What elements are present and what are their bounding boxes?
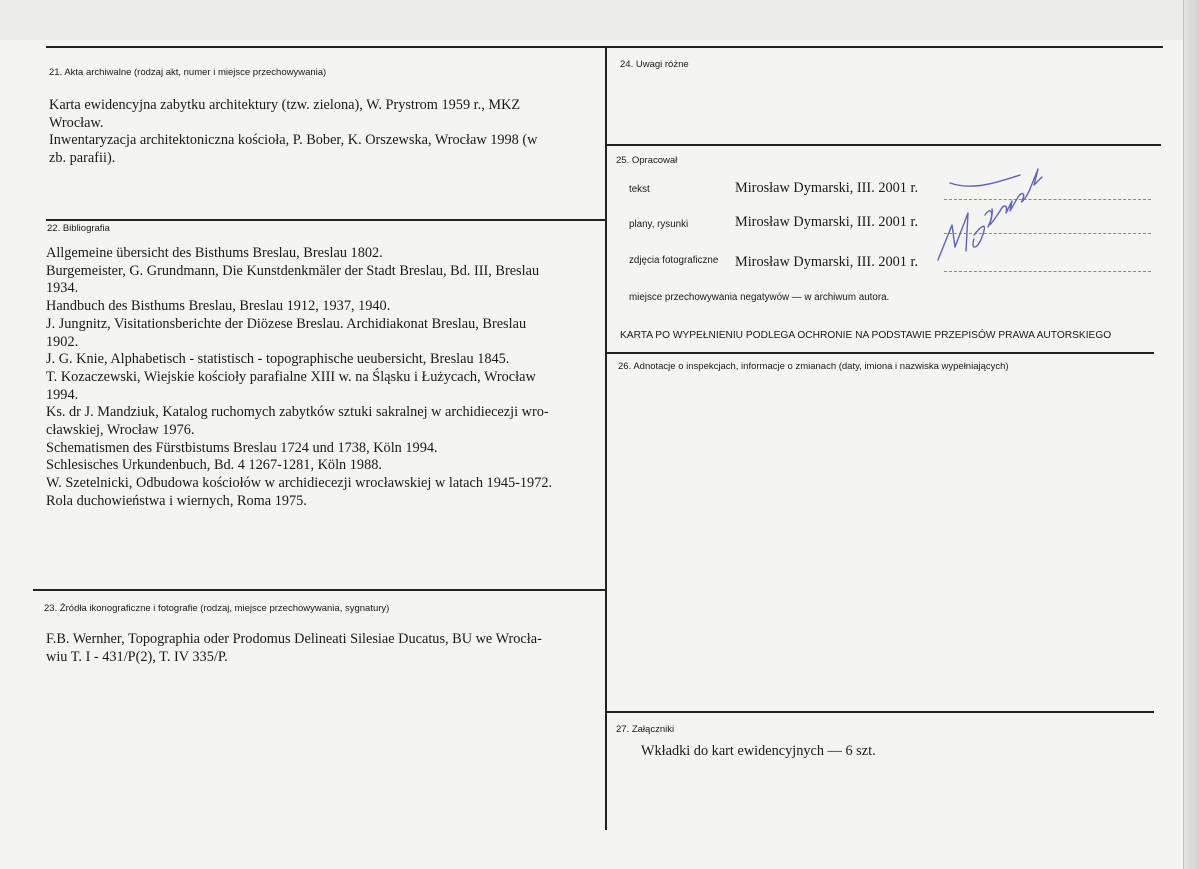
bibliography-line: Schematismen des Fürstbistums Breslau 1724 und 1738, Köln 1994. [46,439,438,456]
bibliography-line: J. Jungnitz, Visitationsberichte der Diözese Breslau. Archidiakonat Breslau, Breslau [46,315,527,332]
bibliography-line: J. G. Knie, Alphabetisch - statistisch - topographische ueubersicht, Breslau 1845. [46,351,510,368]
row-label-text: tekst [629,184,650,195]
bibliography-line: cławskiej, Wrocław 1976. [46,422,195,439]
scan-right-edge [1183,0,1199,869]
section-22-label: 22. Bibliografia [47,223,110,234]
row-value-plans: Mirosław Dymarski, III. 2001 r. [735,214,919,230]
bibliography-line: Burgemeister, G. Grundmann, Die Kunstdenkmäler der Stadt Breslau, Bd. III, Breslau [46,262,540,279]
row-label-photos: zdjęcia fotograficzne [629,255,719,266]
section-27-label: 27. Załączniki [616,724,675,735]
text-line: F.B. Wernher, Topographia oder Prodomus Delineati Silesiae Ducatus, BU we Wrocła- [46,631,542,647]
bibliography-line: T. Kozaczewski, Wiejskie kościoły parafialne XIII w. na Śląsku i Łużycach, Wrocław [46,368,536,385]
bibliography-line: 1902. [46,333,79,350]
bibliography-line: 1994. [46,386,79,403]
text-line: Inwentaryzacja architektoniczna kościoła, P. Bober, K. Orszewska, Wrocław 1998 (w [49,132,538,149]
section-27-text: Wkładki do kart ewidencyjnych — 6 szt. [641,743,876,759]
bibliography-line: Schlesisches Urkundenbuch, Bd. 4 1267-1281, Köln 1988. [46,457,382,474]
section-25-label: 25. Opracował [616,155,678,166]
section-23-label: 23. Źródła ikonograficzne i fotografie (rodzaj, miejsce przechowywania, sygnatury) [44,603,390,614]
row-value-text: Mirosław Dymarski, III. 2001 r. [735,180,919,196]
rule-24-25 [606,144,1161,146]
rule-26-27 [606,711,1154,713]
section-21-text [49,97,537,168]
section-24-label: 24. Uwagi różne [620,59,689,70]
text-line: Wrocław. [49,114,104,131]
negatives-location: miejsce przechowywania negatywów — w archiwum autora. [629,292,890,303]
section-21-label: 21. Akta archiwalne (rodzaj akt, numer i miejsce przechowywania) [49,67,327,78]
dotted-line [944,271,1151,272]
rule-25-26 [606,352,1154,354]
bibliography-line: W. Szetelnicki, Odbudowa kościołów w archidiecezji wrocławskiej w latach 1945-1972. [46,475,553,492]
rule-22-23 [33,589,606,591]
scan-top-band [0,0,1199,40]
text-line: Karta ewidencyjna zabytku architektury (tzw. zielona), W. Prystrom 1959 r., MKZ [49,97,521,113]
bibliography-line: 1934. [46,280,79,297]
row-value-photos: Mirosław Dymarski, III. 2001 r. [735,254,919,270]
text-line: wiu T. I - 431/P(2), T. IV 335/P. [46,648,228,665]
text-line: zb. parafii). [49,150,116,167]
bibliography-line: Rola duchowieństwa i wiernych, Roma 1975. [46,492,307,509]
copyright-notice: KARTA PO WYPEŁNIENIU PODLEGA OCHRONIE NA PODSTAWIE PRZEPISÓW PRAWA AUTORSKIEGO [620,330,1112,341]
handwritten-signature [930,155,1050,265]
rule-21-22 [46,219,606,221]
section-22-text [46,245,552,511]
section-26-label: 26. Adnotacje o inspekcjach, informacje o zmianach (daty, imiona i nazwiska wypełniających) [618,361,1009,372]
section-23-text [46,631,542,666]
bibliography-line: Allgemeine übersicht des Bisthums Breslau, Breslau 1802. [46,245,383,261]
bibliography-line: Handbuch des Bisthums Breslau, Breslau 1912, 1937, 1940. [46,298,391,315]
row-label-plans: plany, rysunki [629,219,689,230]
bibliography-line: Ks. dr J. Mandziuk, Katalog ruchomych zabytków sztuki sakralnej w archidiecezji wro- [46,404,549,421]
